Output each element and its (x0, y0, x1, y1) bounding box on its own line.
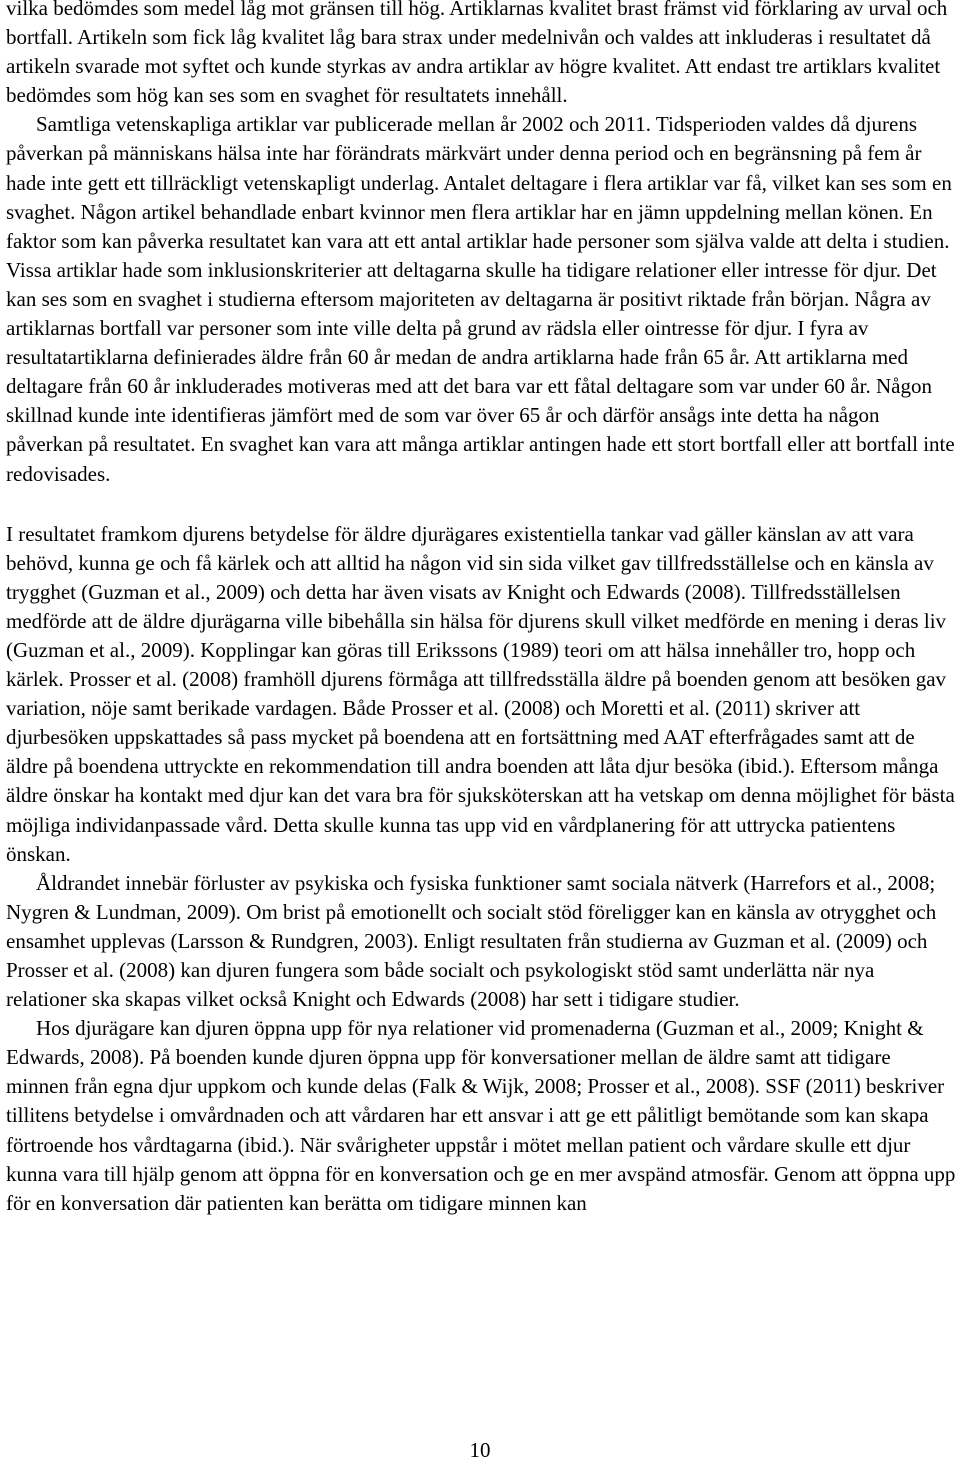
paragraph-new-relations: Hos djurägare kan djuren öppna upp för nya relationer vid promenaderna (Guzman et al., 2009; Knight & Edwards, 2008). På boenden kunde djuren öppna upp för konversationer mellan de äldre samt att tidigare minnen från egna djur uppkom och kunde delas (Falk & Wijk, 2008; Prosser et al., 2008). SSF (2011) beskriver tillitens betydelse i omvårdnaden och att vårdaren har ett ansvar i att ge ett pålitligt bemötande som kan skapa förtroende hos vårdtagarna (ibid.). När svårigheter uppstår i mötet mellan patient och vårdare skulle ett djur kunna vara till hjälp genom att öppna för en konversation och ge en mer avspänd atmosfär. Genom att öppna upp för en konversation där patienten kan berätta om tidigare minnen kan (6, 1016, 956, 1215)
section-gap (6, 489, 958, 520)
paragraph-quality-assessment: vilka bedömdes som medel låg mot gränsen till hög. Artiklarnas kvalitet brast främst vid förklaring av urval och bortfall. Artikeln som fick låg kvalitet låg bara strax under medelnivån och valdes att inkluderas i resultatet då artikeln svarade mot syftet och kunde styrkas av andra artiklar av högre kvalitet. Att endast tre artiklars kvalitet bedömdes som hög kan ses som en svaghet för resultatets innehåll. (6, 0, 948, 108)
page-number: 10 (469, 1438, 491, 1462)
paragraph-publication-period: Samtliga vetenskapliga artiklar var publicerade mellan år 2002 och 2011. Tidsperioden valdes då djurens påverkan på människans hälsa inte har förändrats märkvärt under denna period och en begränsning på fem år hade inte gett ett tillräckligt vetenskapligt underlag. Antalet deltagare i flera artiklar var få, vilket kan ses som en svaghet. Någon artikel behandlade enbart kvinnor men flera artiklar har en jämn uppdelning mellan könen. En faktor som kan påverka resultatet kan vara att ett antal artiklar hade personer som själva valde att delta i studien. Vissa artiklar hade som inklusionskriterier att deltagarna skulle ha tidigare relationer eller intresse för djur. Det kan ses som en svaghet i studierna eftersom majoriteten av deltagarna är positivt riktade från början. Några av artiklarnas bortfall var personer som inte ville delta på grund av rädsla eller ointresse för djur. I fyra av resultatartiklarna definierades äldre från 60 år medan de andra artiklarna hade från 65 år. Att artiklarna med deltagare från 60 år inkluderades motiveras med att det bara var ett fåtal deltagare som var under 60 år. Någon skillnad kunde inte identifieras jämfört med de som var över 65 år och därför ansågs inte detta ha någon påverkan på resultatet. En svaghet kan vara att många artiklar antingen hade ett stort bortfall eller att bortfall inte redovisades. (6, 112, 955, 486)
paragraph-result-discussion: I resultatet framkom djurens betydelse för äldre djurägares existentiella tankar vad gäller känslan av att vara behövd, kunna ge och få kärlek och att alltid ha någon vid sin sida vilket gav tillfredsställelse och en känsla av trygghet (Guzman et al., 2009) och detta har även visats av Knight och Edwards (2008). Tillfredsställelsen medförde att de äldre djurägarna ville bibehålla sin hälsa för djurens skull vilket medförde en mening i deras liv (Guzman et al., 2009). Kopplingar kan göras till Erikssons (1989) teori om att hälsa innehåller tro, hopp och kärlek. Prosser et al. (2008) framhöll djurens förmåga att tillfredsställa äldre på boenden genom att besöken gav variation, nöje samt berikade vardagen. Både Prosser et al. (2008) och Moretti et al. (2011) skriver att djurbesöken uppskattades så pass mycket på boendena att en fortsättning med AAT efterfrågades samt att de äldre på boendena uttryckte en rekommendation till andra boenden att låta djur besöka (ibid.). Eftersom många äldre önskar ha kontakt med djur kan det vara bra för sjuksköterskan att ha vetskap om denna möjlighet för bästa möjliga individanpassade vård. Detta skulle kunna tas upp vid en vårdplanering för att uttrycka patientens önskan. (6, 521, 955, 866)
paragraph-aging-losses: Åldrandet innebär förluster av psykiska och fysiska funktioner samt sociala nätverk (Harrefors et al., 2008; Nygren & Lundman, 2009). Om brist på emotionellt och socialt stöd föreligger kan en känsla av otrygghet och ensamhet upplevas (Larsson & Rundgren, 2003). Enligt resultaten från studierna av Guzman et al. (2009) och Prosser et al. (2008) kan djuren fungera som både socialt och psykologiskt stöd samt underlätta när nya relationer ska skapas vilket också Knight och Edwards (2008) har sett i tidigare studier. (6, 870, 937, 1012)
document-body (6, 0, 958, 1218)
